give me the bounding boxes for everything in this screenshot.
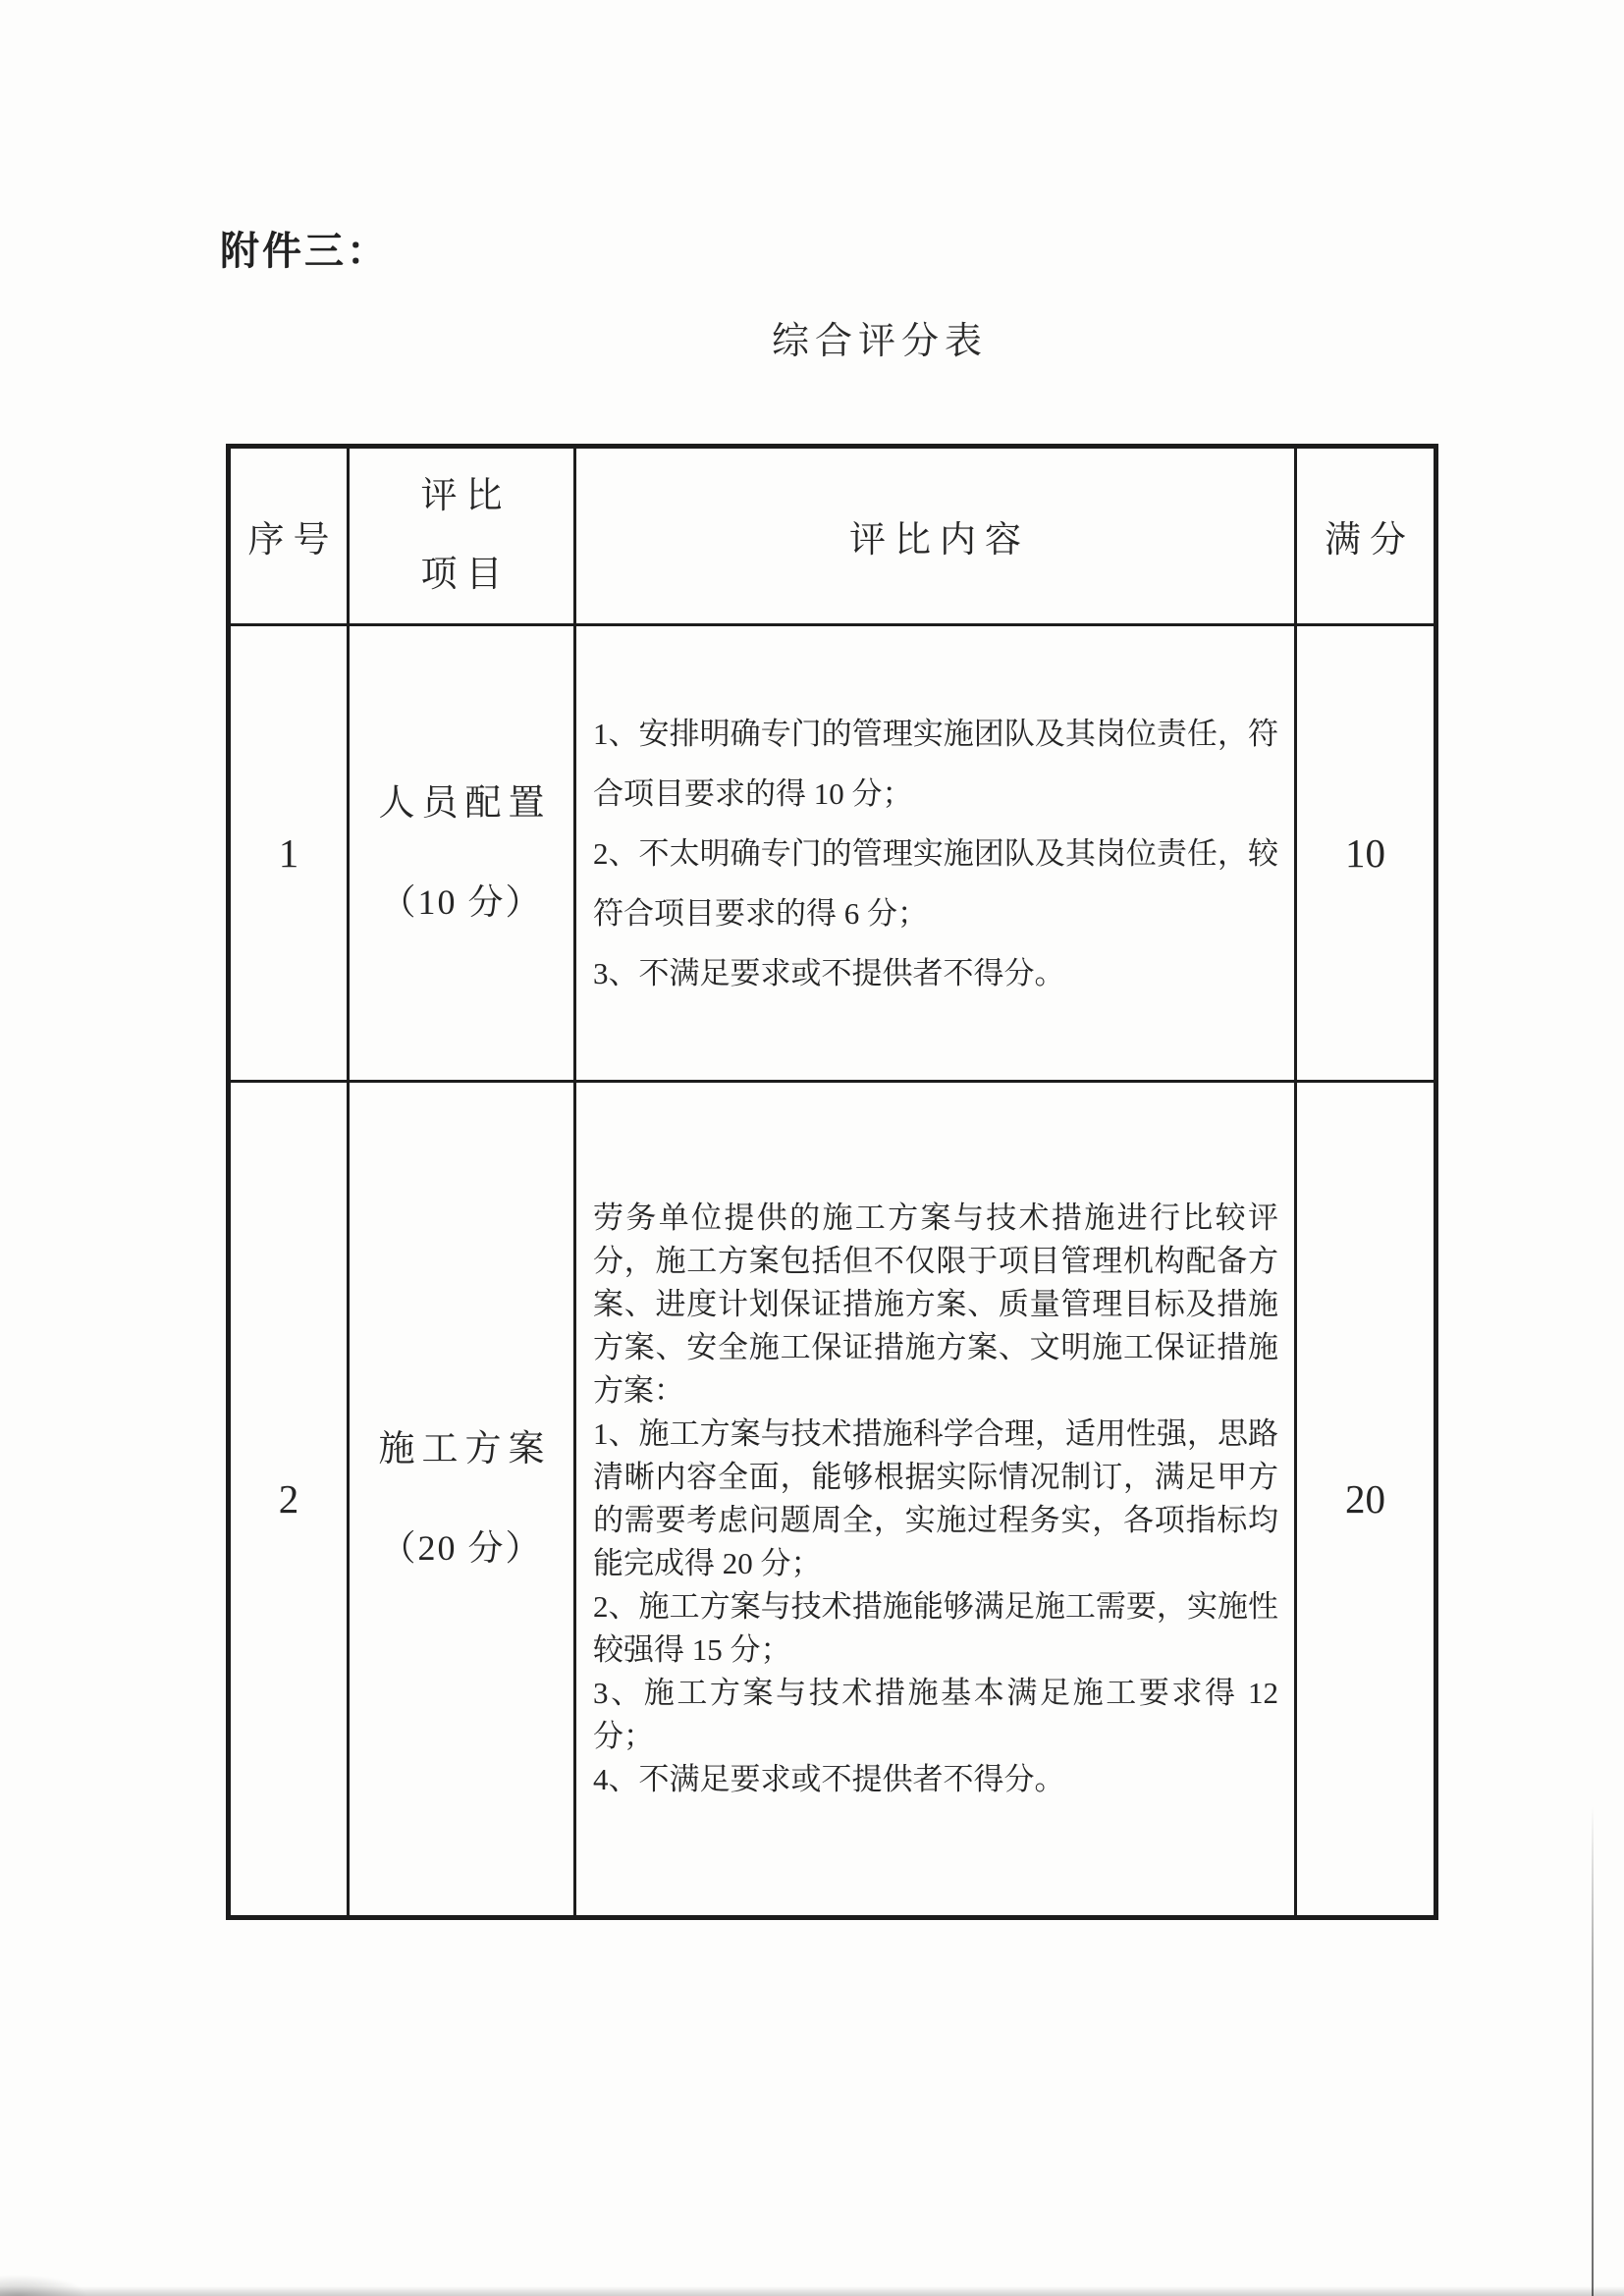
row2-number-cell: 2 xyxy=(229,1082,349,1918)
header-item-line1: 评比 xyxy=(420,476,512,516)
header-cell-score: 满分 xyxy=(1296,447,1436,625)
header-cell-content: 评比内容 xyxy=(575,447,1296,625)
content-paragraph: 4、不满足要求或不提供者不得分。 xyxy=(593,1762,1065,1796)
row1-maxscore-cell: 10 xyxy=(1296,625,1436,1082)
attachment-label: 附件三： xyxy=(220,229,389,273)
content-paragraph: 3、施工方案与技术措施基本满足施工要求得 12 分； xyxy=(593,1676,1278,1753)
row2-item-score: （20 分） xyxy=(380,1528,543,1568)
row2-item-name: 施工方案 xyxy=(378,1429,552,1469)
scan-artifact-bottom-edge xyxy=(0,2286,1624,2296)
row1-number-cell: 1 xyxy=(229,625,349,1082)
row2-maxscore-cell: 20 xyxy=(1296,1082,1436,1918)
scan-artifact-bottom-left-smudge xyxy=(0,2274,88,2296)
table-header-row xyxy=(229,447,1436,625)
header-item-line2: 项目 xyxy=(420,555,512,595)
row1-item-score: （10 分） xyxy=(380,882,543,922)
content-paragraph: 1、安排明确专门的管理实施团队及其岗位责任，符合项目要求的得 10 分； xyxy=(593,716,1278,811)
scoring-table xyxy=(226,444,1438,1920)
row1-item-name: 人员配置 xyxy=(378,783,552,824)
document-title: 综合评分表 xyxy=(772,321,989,362)
header-cell-no: 序号 xyxy=(229,447,349,625)
content-paragraph: 2、不太明确专门的管理实施团队及其岗位责任，较符合项目要求的得 6 分； xyxy=(593,835,1278,931)
scan-artifact-right-line xyxy=(1592,1806,1594,2296)
row1-item-cell xyxy=(349,625,575,1082)
content-paragraph: 劳务单位提供的施工方案与技术措施进行比较评分，施工方案包括但不仅限于项目管理机构配备方案、进度计划保证措施方案、质量管理目标及措施方案、安全施工保证措施方案、文明施工保证措施方案： xyxy=(593,1201,1278,1408)
content-paragraph: 1、施工方案与技术措施科学合理，适用性强，思路清晰内容全面，能够根据实际情况制订，满足甲方的需要考虑问题周全，实施过程务实，各项指标均能完成得 20 分； xyxy=(593,1416,1278,1580)
table-row-construction-plan xyxy=(229,1082,1436,1918)
row1-content-cell xyxy=(575,625,1296,1082)
row2-item-cell xyxy=(349,1082,575,1918)
table-row-personnel xyxy=(229,625,1436,1082)
content-paragraph: 3、不满足要求或不提供者不得分。 xyxy=(593,955,1065,990)
row2-content-cell xyxy=(575,1082,1296,1918)
header-cell-item xyxy=(349,447,575,625)
content-paragraph: 2、施工方案与技术措施能够满足施工需要，实施性较强得 15 分； xyxy=(593,1589,1278,1667)
